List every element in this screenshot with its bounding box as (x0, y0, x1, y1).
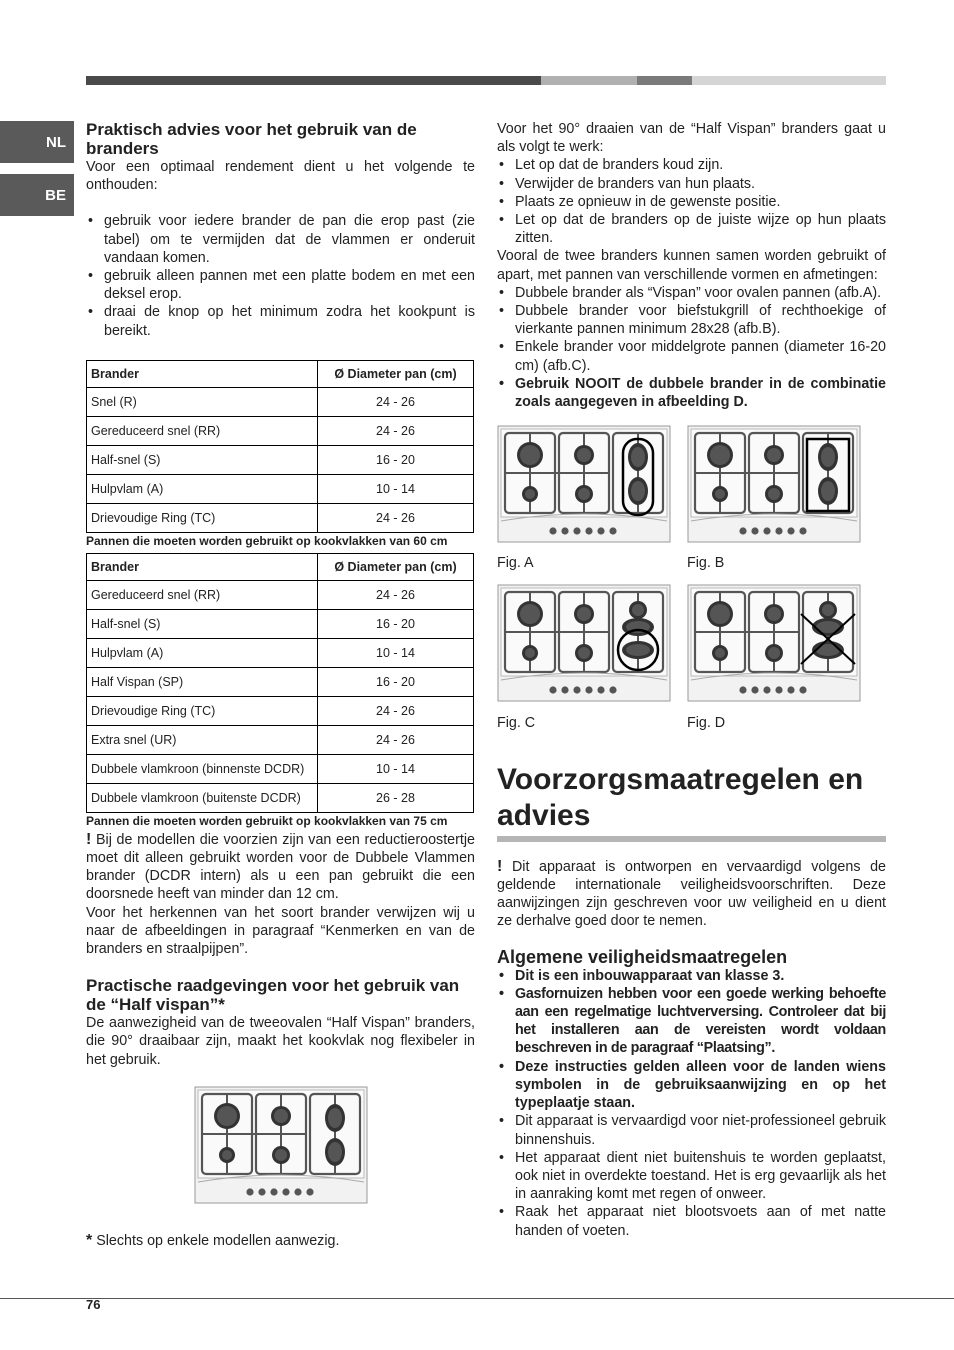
list-item: • Let op dat de branders op de juiste wijze op hun plaats zitten. (497, 211, 886, 247)
table-row: Extra snel (UR) 24 - 26 (87, 725, 474, 754)
safety-list (497, 967, 886, 1240)
table-caption-60: Pannen die moeten worden gebruikt op kookvlakken van 60 cm (86, 533, 448, 548)
intro-text: Voor een optimaal rendement dient u het volgende te onthouden: (86, 159, 475, 194)
combo-list (497, 284, 886, 411)
fig-a-hob (497, 425, 671, 543)
table-row: Dubbele vlamkroon (buitenste DCDR) 26 - 28 (87, 783, 474, 812)
list-item: • Raak het apparaat niet blootsvoets aan of met natte handen of voeten. (497, 1203, 886, 1239)
safety-intro: ! Dit apparaat is ontworpen en vervaardigd volgens de geldende internationale veiligheidsvoorschriften. Deze aanwijzingen zijn geschreven voor uw veiligheid en u dient ze derhalve goed door te nemen. (497, 857, 886, 930)
table-row: Hulpvlam (A) 10 - 14 (87, 638, 474, 667)
list-item: • gebruik voor iedere brander de pan die erop past (zie tabel) om te vermijden dat de vlammen er onderuit vandaan komen. (86, 212, 475, 267)
table-row: Half-snel (S) 16 - 20 (87, 609, 474, 638)
fig-b-hob (687, 425, 861, 543)
halfvispan-text: De aanwezigheid van de tweeovalen “Half Vispan” branders, die 90° draaibaar zijn, maakt het kookvlak nog flexibeler in het gebruik. (86, 1015, 475, 1068)
list-item-warning: • Gebruik NOOIT de dubbele brander in de combinatie zoals aangegeven in afbeelding D. (497, 375, 886, 411)
left-column (86, 120, 475, 1250)
col-header-burner: Brander (87, 360, 318, 387)
note-reduction: ! Bij de modellen die voorzien zijn van een reductieroostertje moet dit alleen gebruikt worden voor de Dubbele Vlammen brander (DCDR intern) als u een pan gebruikt die een doorsnede heeft van minder dan 12 cm. (86, 830, 475, 903)
section-heading-safety: Algemene veiligheidsmaatregelen (497, 947, 788, 968)
lang-tab-be[interactable]: BE (0, 174, 74, 216)
asterisk-icon: * (86, 1232, 93, 1250)
table-row: Hulpvlam (A) 10 - 14 (87, 474, 474, 503)
list-item: • Dubbele brander als “Vispan” voor ovalen pannen (afb.A). (497, 284, 886, 302)
list-item: • Let op dat de branders koud zijn. (497, 156, 886, 174)
col-header-diameter: Ø Diameter pan (cm) (318, 553, 474, 580)
list-item: • Het apparaat dient niet buitenshuis te worden geplaatst, ook niet in overdekte toestand. Het is erg gevaarlijk als het in aanraking komt met regen of onweer. (497, 1149, 886, 1204)
right-column (497, 120, 886, 1240)
warning-icon: ! (86, 830, 92, 848)
table-row: Snel (R) 24 - 26 (87, 387, 474, 416)
footnote: * Slechts op enkele modellen aanwezig. (86, 1232, 340, 1250)
section-heading-halfvispan: Practische raadgevingen voor het gebruik van de “Half vispan”* (86, 976, 460, 1015)
list-item: • Dit apparaat is vervaardigd voor niet-professioneel gebruik binnenshuis. (497, 1112, 886, 1148)
col-header-burner: Brander (87, 553, 318, 580)
burner-table-75 (86, 553, 474, 813)
list-item: • Gasfornuizen hebben voor een goede werking behoefte aan een regelmatige luchtverversing. Controleer dat bij het installeren aan de vereisten wordt voldaan beschreven in de paragraaf “Plaatsing”. (497, 985, 886, 1058)
list-item: • draai de knop op het minimum zodra het kookpunt is bereikt. (86, 303, 475, 339)
table-row: Dubbele vlamkroon (binnenste DCDR) 10 - 14 (87, 754, 474, 783)
hob-illustration (194, 1085, 368, 1205)
page-title: Voorzorgsmaatregelen en advies (497, 762, 864, 832)
list-item: • gebruik alleen pannen met een platte bodem en met een deksel erop. (86, 267, 475, 303)
fig-c-caption: Fig. C (497, 714, 536, 731)
table-row: Half Vispan (SP) 16 - 20 (87, 667, 474, 696)
table-row: Drievoudige Ring (TC) 24 - 26 (87, 696, 474, 725)
table-row: Drievoudige Ring (TC) 24 - 26 (87, 503, 474, 532)
fig-a-caption: Fig. A (497, 555, 534, 572)
rotate-steps (497, 156, 886, 247)
combo-intro: Vooral de twee branders kunnen samen worden gebruikt of apart, met pannen van verschillende vormen en afmetingen: (497, 248, 886, 283)
table-caption-75: Pannen die moeten worden gebruikt op kookvlakken van 75 cm (86, 813, 448, 828)
list-item: • Enkele brander voor middelgrote pannen (diameter 16-20 cm) (afb.C). (497, 338, 886, 374)
note-refer: Voor het herkennen van het soort brander verwijzen wij u naar de afbeeldingen in paragraaf “Kenmerken en van de branders en straalpijpen”. (86, 904, 475, 958)
table-row: Gereduceerd snel (RR) 24 - 26 (87, 580, 474, 609)
figure-grid (497, 425, 886, 743)
list-item: • Plaats ze opnieuw in de gewenste positie. (497, 193, 886, 211)
burner-table-60 (86, 360, 474, 533)
section-heading-advice: Praktisch advies voor het gebruik van de branders (86, 120, 417, 158)
table-row: Gereduceerd snel (RR) 24 - 26 (87, 416, 474, 445)
fig-d-caption: Fig. D (687, 714, 726, 731)
list-item: • Dit is een inbouwapparaat van klasse 3. (497, 967, 886, 985)
fig-d-hob (687, 584, 861, 702)
table-row: Half-snel (S) 16 - 20 (87, 445, 474, 474)
header-bar (86, 76, 886, 85)
fig-b-caption: Fig. B (687, 555, 725, 572)
col-header-diameter: Ø Diameter pan (cm) (318, 360, 474, 387)
rotate-intro: Voor het 90° draaien van de “Half Vispan” branders gaat u als volgt te werk: (497, 121, 886, 156)
warning-icon: ! (497, 857, 503, 875)
footer-rule (0, 1298, 954, 1299)
list-item: • Deze instructies gelden alleen voor de landen wiens symbolen in de gebruiksaanwijzing en op het typeplaatje staan. (497, 1058, 886, 1113)
title-rule (497, 836, 886, 842)
list-item: • Verwijder de branders van hun plaats. (497, 175, 886, 193)
fig-c-hob (497, 584, 671, 702)
lang-tab-nl[interactable]: NL (0, 121, 74, 163)
list-item: • Dubbele brander voor biefstukgrill of rechthoekige of vierkante pannen minimum 28x28 (afb.B). (497, 302, 886, 338)
page-number: 76 (86, 1297, 101, 1312)
advice-list (86, 212, 475, 339)
